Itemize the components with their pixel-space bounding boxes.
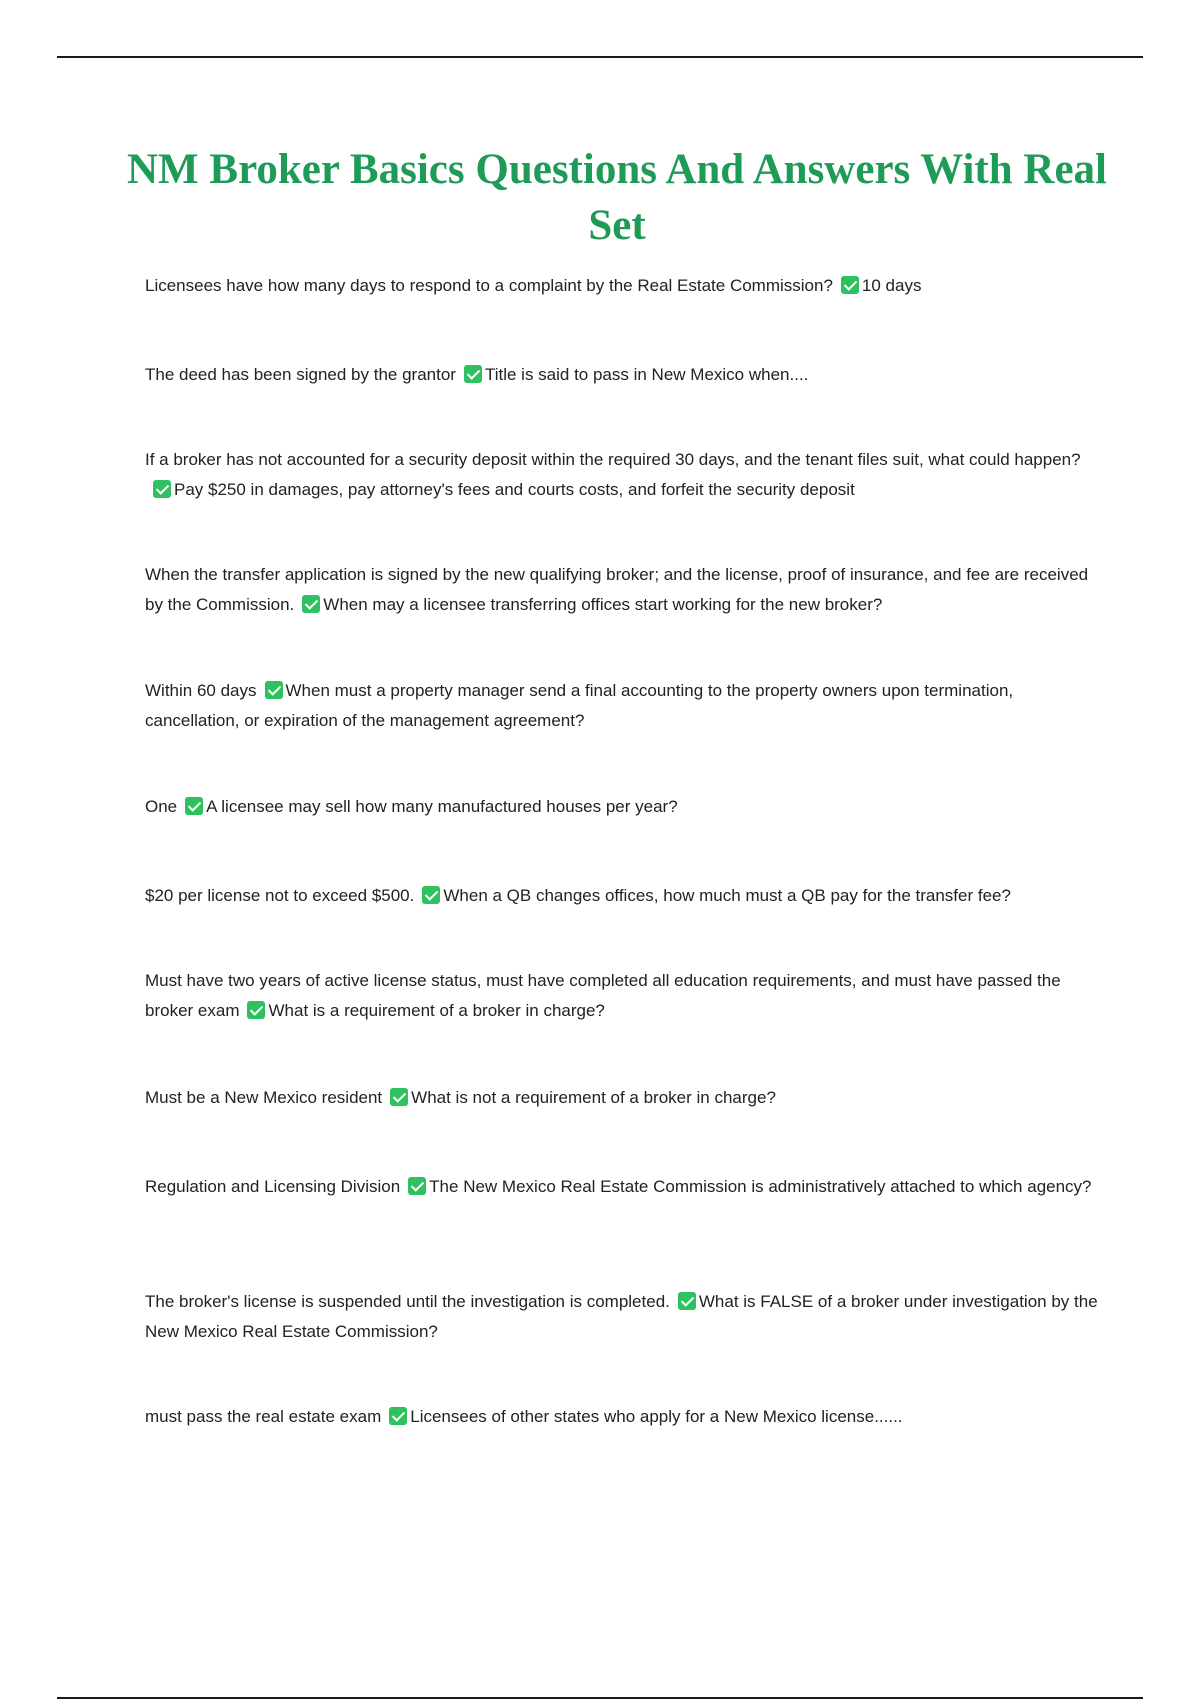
qa-front: Regulation and Licensing Division [145,1177,401,1196]
qa-front: If a broker has not accounted for a security deposit within the required 30 days, and the tenant files suit, what could happen? [145,450,1081,469]
qa-item-1 [145,271,1100,301]
qa-item-4 [145,560,1100,620]
qa-front: must pass the real estate exam [145,1407,382,1426]
qa-back: Licensees of other states who apply for a New Mexico license...... [410,1407,903,1426]
green-checkmark-icon [265,681,283,699]
green-checkmark-icon [464,365,482,383]
qa-item-6 [145,792,1100,822]
qa-back: When may a licensee transferring offices start working for the new broker? [323,595,883,614]
qa-item-10 [145,1172,1100,1202]
qa-back: When must a property manager send a final accounting to the property owners upon termination, cancellation, or expiration of the management agreement? [145,681,1014,730]
green-checkmark-icon [408,1177,426,1195]
qa-front: Must be a New Mexico resident [145,1088,383,1107]
qa-front: Licensees have how many days to respond to a complaint by the Real Estate Commission? [145,276,833,295]
qa-back: Pay $250 in damages, pay attorney's fees and courts costs, and forfeit the security deposit [174,480,855,499]
qa-front: Within 60 days [145,681,257,700]
green-checkmark-icon [302,595,320,613]
green-checkmark-icon [153,480,171,498]
qa-front: One [145,797,178,816]
qa-item-5 [145,676,1100,736]
document-title: NM Broker Basics Questions And Answers With Real Set [127,146,1107,249]
green-checkmark-icon [247,1001,265,1019]
qa-front: When the transfer application is signed by the new qualifying broker; and the license, proof of insurance, and fee are received by the Commission. [145,565,1089,614]
qa-back: A licensee may sell how many manufactured houses per year? [206,797,678,816]
qa-front: $20 per license not to exceed $500. [145,886,415,905]
green-checkmark-icon [390,1088,408,1106]
header-rule [57,56,1143,58]
qa-front: Must have two years of active license status, must have completed all education requirements, and must have passed the broker exam [145,971,1061,1020]
qa-back: What is a requirement of a broker in charge? [268,1001,605,1020]
qa-item-2 [145,360,1100,390]
qa-back: What is not a requirement of a broker in charge? [411,1088,776,1107]
qa-back: When a QB changes offices, how much must a QB pay for the transfer fee? [443,886,1011,905]
qa-front: The broker's license is suspended until the investigation is completed. [145,1292,670,1311]
qa-item-7 [145,881,1100,911]
green-checkmark-icon [389,1407,407,1425]
qa-back: Title is said to pass in New Mexico when.... [484,365,809,384]
qa-item-11 [145,1287,1100,1347]
qa-front: The deed has been signed by the grantor [145,365,456,384]
footer-rule [57,1697,1143,1699]
qa-item-8 [145,966,1100,1026]
green-checkmark-icon [678,1292,696,1310]
green-checkmark-icon [841,276,859,294]
qa-back: The New Mexico Real Estate Commission is administratively attached to which agency? [429,1177,1092,1196]
green-checkmark-icon [185,797,203,815]
qa-back: What is FALSE of a broker under investigation by the New Mexico Real Estate Commission? [145,1292,1098,1341]
green-checkmark-icon [422,886,440,904]
qa-item-9 [145,1083,1100,1113]
qa-back: 10 days [861,276,922,295]
qa-item-12 [145,1402,1100,1432]
qa-item-3 [145,445,1100,505]
